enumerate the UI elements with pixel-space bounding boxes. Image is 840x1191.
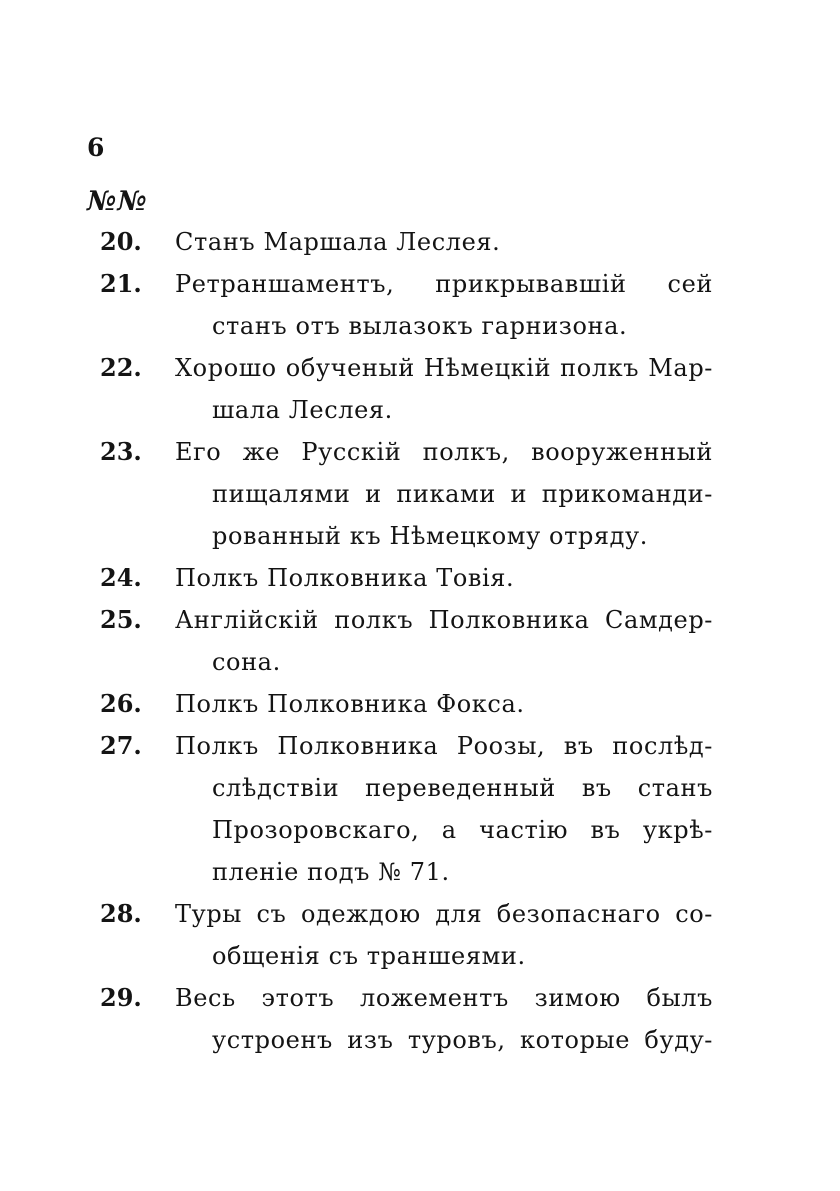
entry-number: 25. (100, 605, 142, 634)
entry-line: устроенъ изъ туровъ, которые буду- (212, 1026, 713, 1054)
entry-line: Полкъ Полковника Роозы, въ послѣд- (175, 732, 713, 760)
entry-line: Хорошо обученый Нѣмецкій полкъ Мар- (175, 354, 713, 382)
entry-line: Полкъ Полковника Фокса. (175, 690, 525, 718)
entry-line: Туры съ одеждою для безопаснаго со- (175, 900, 713, 928)
entry-line: Прозоровскаго, а частію въ укрѣ- (212, 816, 713, 844)
numero-heading: №№ (87, 186, 148, 217)
entry-line: станъ отъ вылазокъ гарнизона. (212, 312, 628, 340)
page-number: 6 (87, 133, 105, 162)
entry-line: шала Леслея. (212, 396, 393, 424)
entry-line: пленіе подъ № 71. (212, 858, 450, 886)
entry-number: 29. (100, 983, 142, 1012)
entry-line: Ретраншаментъ, прикрывавшій сей (175, 270, 713, 298)
entry-line: Полкъ Полковника Товія. (175, 564, 515, 592)
entry-number: 21. (100, 269, 142, 298)
entry-line: общенія съ траншеями. (212, 942, 526, 970)
entry-number: 22. (100, 353, 142, 382)
entry-line: пищалями и пиками и прикоманди- (212, 480, 713, 508)
entry-number: 23. (100, 437, 142, 466)
entry-number: 20. (100, 227, 142, 256)
entry-line: Англійскій полкъ Полковника Самдер- (175, 606, 713, 634)
entry-number: 28. (100, 899, 142, 928)
entry-line: Его же Русскій полкъ, вооруженный (175, 438, 713, 466)
entry-line: слѣдствіи переведенный въ станъ (212, 774, 713, 802)
entry-line: Весь этотъ ложементъ зимою былъ (175, 984, 713, 1012)
entry-line: рованный къ Нѣмецкому отряду. (212, 522, 648, 550)
entry-number: 27. (100, 731, 142, 760)
entry-number: 26. (100, 689, 142, 718)
entry-line: сона. (212, 648, 281, 676)
entry-line: Станъ Маршала Леслея. (175, 228, 501, 256)
entry-number: 24. (100, 563, 142, 592)
